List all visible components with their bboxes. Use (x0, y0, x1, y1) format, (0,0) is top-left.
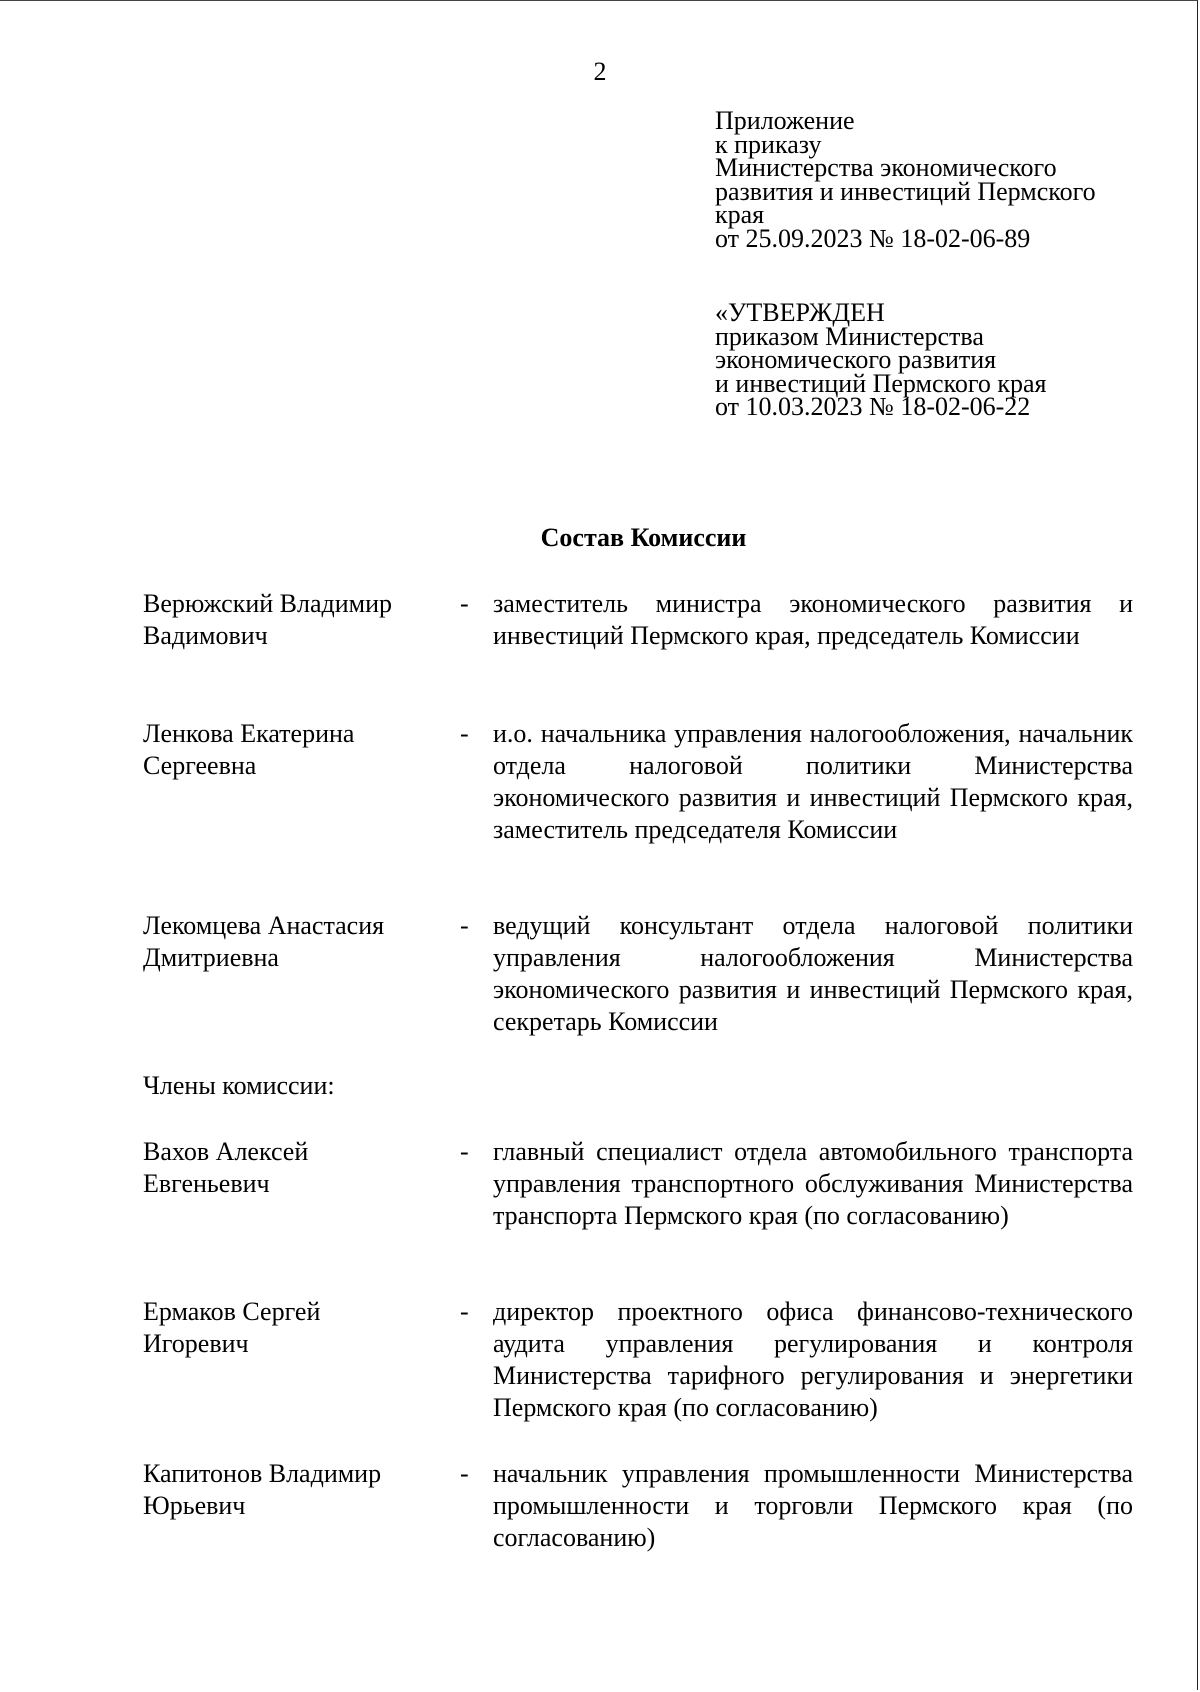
member-name (143, 1458, 443, 1522)
member-name (143, 1136, 443, 1200)
dash-separator: - (460, 589, 469, 618)
member-name-line: Дмитриевна (143, 943, 279, 972)
member-name-line: Игоревич (143, 1329, 249, 1358)
member-name-line: Ленкова Екатерина (143, 719, 355, 748)
approved-line: «УТВЕРЖДЕН (715, 298, 885, 327)
member-name-line: Ермаков Сергей (143, 1297, 321, 1326)
members-section-label: Члены комиссии: (143, 1071, 335, 1100)
appendix-line: края (715, 200, 765, 229)
approved-line: приказом Министерства (715, 321, 984, 351)
appendix-line: Приложение (715, 106, 855, 135)
member-role: начальник управления промышленности Министерства промышленности и торговли Пермского края (по согласованию) (493, 1459, 1133, 1552)
appendix-line: Министерства экономического (715, 153, 1057, 182)
dash-separator: - (460, 719, 469, 748)
member-name-line: Лекомцева Анастасия (143, 911, 385, 940)
dash-separator: - (460, 911, 469, 940)
dash-separator: - (460, 1297, 469, 1326)
appendix-header (715, 106, 1096, 253)
appendix-line: развития и инвестиций Пермского (715, 176, 1096, 206)
approved-line: от 10.03.2023 № 18-02-06-22 (715, 392, 1031, 421)
appendix-line: от 25.09.2023 № 18-02-06-89 (715, 223, 1031, 253)
member-name-line: Юрьевич (143, 1491, 246, 1520)
member-role: главный специалист отдела автомобильного транспорта управления транспортного обслуживания Министерства транспорта Пермского края (по согласованию) (493, 1137, 1133, 1230)
page-number: 2 (593, 57, 607, 86)
member-name-line: Капитонов Владимир (143, 1459, 382, 1488)
document-title: Состав Комиссии (540, 523, 747, 552)
member-name-line: Вахов Алексей (143, 1137, 309, 1166)
member-name (143, 718, 443, 782)
member-name-line: Сергеевна (143, 751, 257, 780)
member-name-line: Евгеньевич (143, 1169, 270, 1198)
approval-stamp-text (715, 298, 1047, 421)
approved-line: экономического развития (715, 345, 997, 374)
approved-line: и инвестиций Пермского края (715, 368, 1047, 398)
member-name-line: Вадимович (143, 621, 268, 650)
member-name-line: Верюжский Владимир (143, 589, 393, 618)
member-role: ведущий консультант отдела налоговой политики управления налогообложения Министерства экономического развития и инвестиций Пермского края, секретарь Комиссии (493, 911, 1133, 1036)
dash-separator: - (460, 1459, 469, 1488)
dash-separator: - (460, 1137, 469, 1166)
member-name (143, 1296, 443, 1360)
member-role: и.о. начальника управления налогообложения, начальник отдела налоговой политики Министерства экономического развития и инвестиций Пермского края, заместитель председателя Комиссии (493, 719, 1133, 844)
member-role: заместитель министра экономического развития и инвестиций Пермского края, председатель Комиссии (493, 589, 1133, 650)
appendix-line: к приказу (715, 129, 822, 159)
member-role: директор проектного офиса финансово-технического аудита управления регулирования и контроля Министерства тарифного регулирования и энергетики Пермского края (по согласованию) (493, 1297, 1133, 1422)
member-name (143, 588, 443, 652)
member-name (143, 910, 443, 974)
